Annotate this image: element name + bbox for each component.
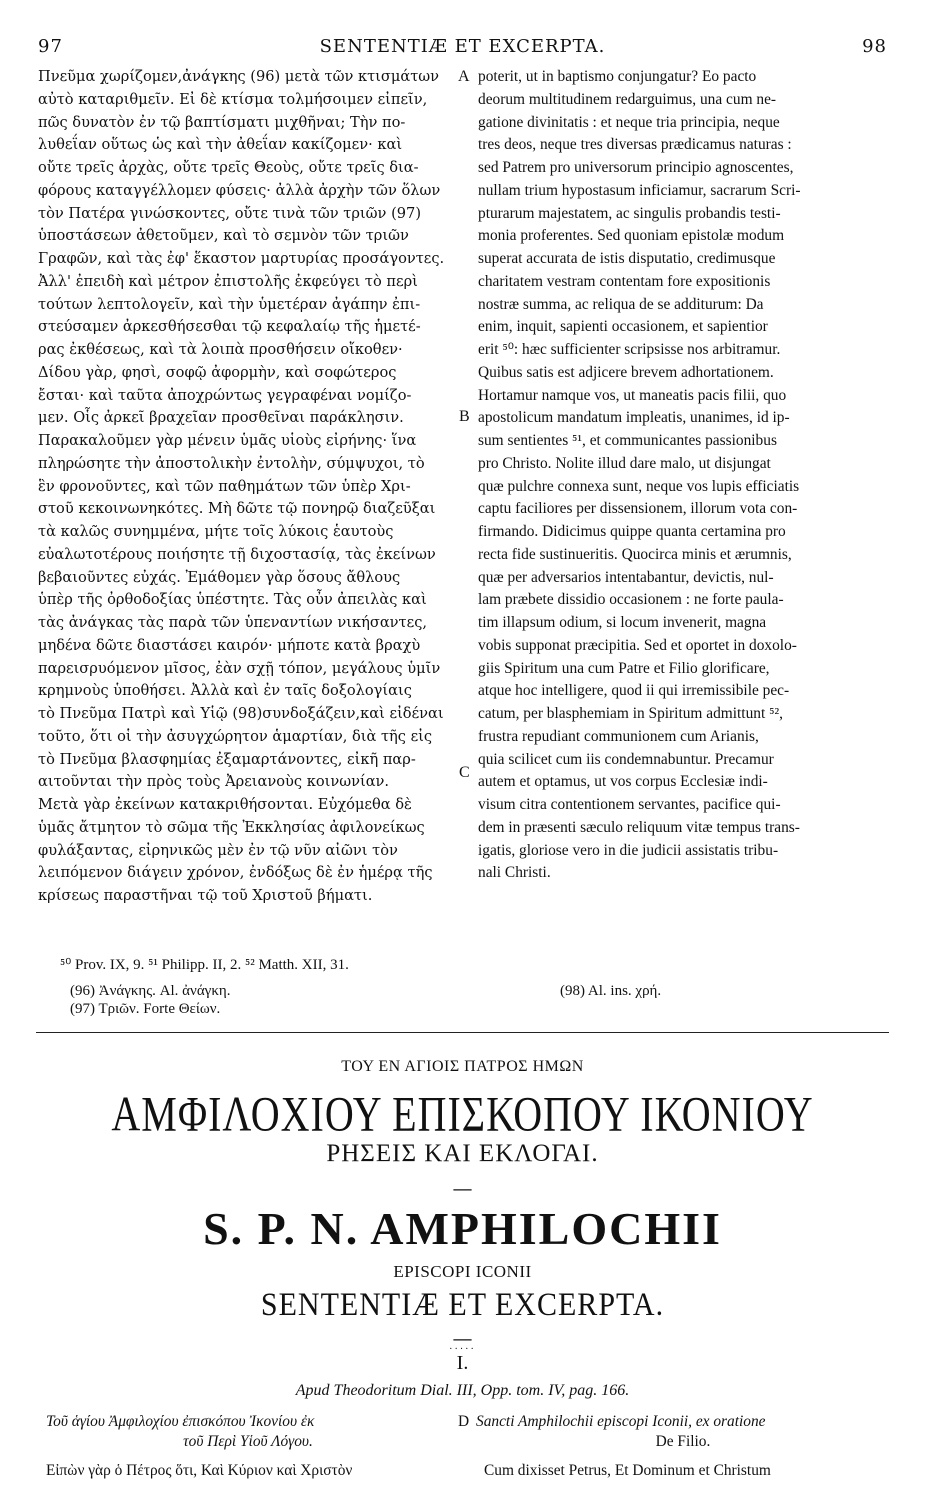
text-line: autem et optamus, ut vos corpus Ecclesiæ indi- [478, 773, 768, 791]
text-line: οὔτε τρεῖς ἀρχὰς, οὔτε τρεῖς Θεοὺς, οὔτε τρεῖς δια- [38, 159, 419, 176]
running-title: SENTENTIÆ ET EXCERPTA. [319, 36, 606, 57]
greek-heading-line2: τοῦ Περὶ Υἱοῦ Λόγου. [183, 1433, 313, 1450]
text-line: captu faciliores per dissensionem, illorum vota con- [478, 500, 798, 518]
text-line: erit ⁵⁰: hæc sufficienter scripsisse nos arbitramur. [478, 341, 781, 358]
critical-note-right: (98) Al. ins. χρή. [560, 983, 662, 999]
text-line: ὑπὲρ τῆς ὀρθοδοξίας ὑπέστητε. Τὰς οὖν ἀπειλὰς καὶ [38, 591, 427, 609]
text-line: lam præbete dissidio occasionem : ne forte paula- [478, 591, 784, 609]
text-line: ἔσται· καὶ ταῦτα ἀποχρώντως γεγραφέναι νομίζο- [38, 386, 412, 404]
text-line: visum citra contentionem servantes, pacifice qui- [478, 796, 781, 813]
text-line: λειπόμενον διάγειν χρόνον, ἐνδόξως δὲ ἐν ἡμέρᾳ τῆς [38, 864, 433, 882]
text-line: vobis supponat præcipitia. Sed et oportet in doxolo- [478, 636, 797, 654]
ornament-dots: ····· [449, 1344, 476, 1355]
text-line: τὰ καλῶς συνημμένα, μήτε τοῖς λύκοις ἑαυτοὺς [38, 523, 394, 540]
text-line: giis Spiritum una cum Patre et Filio glorificare, [478, 659, 770, 677]
text-line: apostolicum mandatum impleatis, unanimes, id ip- [478, 409, 790, 427]
text-line: enim, inquit, sapienti occasionem, et sapientior [478, 318, 768, 336]
text-line: Πνεῦμα χωρίζομεν,ἀνάγκης (96) μετὰ τῶν κτισμάτων [38, 68, 440, 85]
text-line: Δίδου γὰρ, φησὶ, σοφῷ ἀφορμὴν, καὶ σοφώτερος [38, 363, 397, 381]
text-line: pro Christo. Nolite illud dare malo, ut disjungat [478, 454, 771, 472]
text-line: atque hoc intelligere, quod ii qui irremissibile pec- [478, 682, 790, 700]
text-line: βεβαιοῦντες εὐχάς. Ἐμάθομεν γὰρ ὅσους ἄθλους [38, 568, 401, 586]
greek-main-title: ΑΜΦΙΛΟΧΙΟΥ ΕΠΙΣΚΟΠΟΥ ΙΚΟΝΙΟΥ [111, 1085, 814, 1142]
text-line: Quibus satis est adjicere brevem adhortationem. [478, 363, 774, 381]
greek-text-start: Εἰπὼν γὰρ ὁ Πέτρος ὅτι, Καὶ Κύριον καὶ Χριστὸν [46, 1462, 353, 1479]
text-line: Hortamur namque vos, ut maneatis pacis filii, quo [478, 386, 787, 404]
text-line: deorum multitudinem redarguimus, una cum ne- [478, 90, 777, 108]
text-line: παρεισρυόμενον μῖσος, ἐὰν σχῇ τόπον, μεγάλους ὑμῖν [38, 659, 441, 677]
margin-marker-d: D [458, 1413, 470, 1430]
latin-subtitle: SENTENTIÆ ET EXCERPTA. [260, 1286, 665, 1323]
critical-note: (97) Τριῶν. Forte Θείων. [70, 1001, 221, 1017]
text-line: στεύσαμεν ἀρκεσθήσεσθαι τῷ κεφαλαίῳ τῆς ἡμετέ- [38, 318, 421, 336]
text-line: Ἀλλ' ἐπειδὴ καὶ μέτρον ἐπιστολῆς ἐκφεύγει τὸ περὶ [38, 272, 418, 290]
text-line: Παρακαλοῦμεν γὰρ μένειν ὑμᾶς υἱοὺς εἰρήνης· ἵνα [38, 432, 417, 449]
text-line: nostræ summa, ac reliqua de se additurum: Da [478, 295, 764, 313]
title-dash: — [453, 1328, 472, 1348]
text-line: firmando. Didicimus quippe quanta certamina pro [478, 523, 786, 540]
text-line: quia scilicet cum iis condemnabuntur. Precamur [478, 750, 774, 768]
text-line: μεν. Οἷς ἀρκεῖ βραχεῖαν προσθεῖναι παράκλησιν. [38, 409, 404, 427]
page-number-right: 98 [862, 36, 887, 57]
latin-main-title: S. P. N. AMPHILOCHII [203, 1203, 722, 1254]
title-dash: — [453, 1178, 472, 1198]
text-line: sed Patrem pro universorum principio agnoscentes, [478, 159, 794, 176]
critical-notes-left [70, 982, 230, 1018]
text-line: quæ pulchre connexa sunt, neque vos lupis efficiatis [478, 477, 800, 495]
text-line: catum, per blasphemiam in Spiritum admittunt ⁵², [478, 705, 783, 722]
text-line: nullam trium hypostasum inficiamur, sacrarum Scri- [478, 181, 801, 199]
text-line: τὸν Πατέρα γινώσκοντες, οὔτε τινὰ τῶν τριῶν (97) [38, 204, 422, 222]
text-line: frustra repudiant communionem cum Arianis, [478, 727, 759, 745]
running-header [38, 36, 887, 58]
greek-subtitle: ΡΗΣΕΙΣ ΚΑΙ ΕΚΛΟΓΑΙ. [326, 1140, 599, 1167]
text-line: εὐαλωτοτέρους ποιήσητε τῇ διχοστασίᾳ, τὰς ἐκείνων [38, 545, 436, 563]
scripture-footnotes: ⁵⁰ Prov. IX, 9. ⁵¹ Philipp. II, 2. ⁵² Matth. XII, 31. [60, 957, 349, 973]
text-line: στοῦ κεκοινωνηκότες. Μὴ δῶτε τῷ πονηρῷ διαζεῦξαι [38, 500, 436, 518]
text-line: nali Christi. [478, 864, 551, 882]
latin-column [478, 66, 890, 885]
text-line: λυθεΐαν οὕτως ὡς καὶ τὴν ἀθεΐαν κακίζομεν· καὶ [38, 136, 403, 154]
section-number: I. [456, 1352, 469, 1374]
source-citation: Apud Theodoritum Dial. III, Opp. tom. IV, pag. 166. [295, 1382, 630, 1399]
text-line: πῶς δυνατὸν ἐν τῷ βαπτίσματι μιχθῆναι; Τὴν πο- [38, 113, 406, 131]
text-line: pturarum majestatem, ac singulis probandis testi- [478, 204, 781, 222]
greek-superscription: ΤΟΥ ΕΝ ΑΓΙΟΙΣ ΠΑΤΡΟΣ ΗΜΩΝ [341, 1058, 584, 1075]
text-line: Μετὰ γὰρ ἐκείνων κατακριθήσονται. Εὐχόμεθα δὲ [38, 796, 412, 813]
text-line: quæ per adversarios intentabantur, devictis, nul- [478, 568, 774, 586]
text-line: ὑποστάσεων ἀθετοῦμεν, καὶ τὸ σεμνὸν τῶν τριῶν [38, 227, 409, 245]
section-divider [36, 1032, 889, 1033]
greek-heading-line1: Τοῦ ἁγίου Ἀμφιλοχίου ἐπισκόπου Ἰκονίου ἐκ [46, 1413, 315, 1430]
text-line: φυλάξαντας, εἰρηνικῶς μὲν ἐν τῷ νῦν αἰῶνι τὸν [38, 841, 398, 859]
text-line: αὐτὸ καταριθμεῖν. Εἰ δὲ κτίσμα τολμήσοιμεν εἰπεῖν, [38, 90, 428, 108]
text-line: superat accurata de istis disputatio, credimusque [478, 250, 776, 267]
text-line: τοῦτο, ὅτι οἱ τὴν ἀσυγχώρητον ἁμαρτίαν, διὰ τῆς εἰς [38, 727, 433, 745]
text-line: φόρους καταγγέλλομεν φύσεις· ἀλλὰ ἀρχὴν τῶν ὅλων [38, 181, 441, 199]
text-line: τούτων λεπτολογεῖν, καὶ τὴν ὑμετέραν ἀγάπην ἐπι- [38, 295, 421, 313]
text-line: sum sentientes ⁵¹, et communicantes passionibus [478, 432, 777, 449]
text-line: recta fide sustinueritis. Quocirca minis et ærumnis, [478, 545, 792, 563]
latin-episcopi: EPISCOPI ICONII [393, 1262, 532, 1281]
text-line: igatis, gloriose vero in die judicii assistatis tribu- [478, 841, 779, 859]
text-line: τὸ Πνεῦμα Πατρὶ καὶ Υἱῷ (98)συνδοξάζειν,καὶ εἰδέναι [38, 705, 444, 722]
text-line: gatione divinitatis : et neque tria principia, neque [478, 113, 780, 131]
margin-marker-b: B [459, 408, 470, 425]
text-line: dem in præsenti sæculo reliquum vitæ tempus trans- [478, 818, 800, 836]
page-number-left: 97 [38, 36, 63, 57]
text-line: πληρώσητε τὴν ἀποστολικὴν ἐντολὴν, σύμψυχοι, τὸ [38, 454, 425, 472]
margin-marker-c: C [459, 764, 470, 781]
text-line: κρημνοὺς ὑποθήσει. Ἀλλὰ καὶ ἐν ταῖς δοξολογίαις [38, 682, 412, 700]
latin-text-start: Cum dixisset Petrus, Et Dominum et Christum [484, 1462, 771, 1479]
text-line: Γραφῶν, καὶ τὰς ἐφ' ἕκαστον μαρτυρίας προσάγοντες. [38, 250, 445, 267]
text-line: charitatem vestram contentam fore expositionis [478, 272, 771, 290]
text-line: tim illapsum odium, si locum invenerit, magna [478, 614, 767, 631]
text-line: monia proferentes. Sed quoniam epistolæ modum [478, 227, 785, 245]
text-line: ἓν φρονοῦντες, καὶ τῶν παθημάτων τῶν ὑπὲρ Χρι- [38, 477, 411, 495]
latin-heading-line2: De Filio. [655, 1433, 711, 1450]
text-line: tres deos, neque tres diversas prædicamus naturas : [478, 136, 792, 154]
text-line: ὑμᾶς ἄτμητον τὸ σῶμα τῆς Ἐκκλησίας ἀφιλονείκως [38, 818, 425, 836]
text-line: κρίσεως παραστῆναι τῷ τοῦ Χριστοῦ βήματι. [38, 887, 373, 904]
text-line: μηδένα δῶτε διαστάσει καιρόν· μήποτε κατὰ βραχὺ [38, 636, 421, 654]
text-line: ρας ἐκθέσεως, καὶ τὰ λοιπὰ προσθήσειν οἴκοθεν· [38, 341, 403, 358]
greek-column [38, 66, 456, 908]
text-line: τὰς ἀνάγκας τὰς παρὰ τῶν ὑπεναντίων νικήσαντες, [38, 614, 428, 631]
margin-marker-a: A [458, 68, 470, 85]
latin-heading-line1: Sancti Amphilochii episcopi Iconii, ex oratione [476, 1413, 766, 1430]
text-line: αιτοῦνται τὴν πρὸς τοὺς Ἀρειανοὺς κοινωνίαν. [38, 773, 390, 791]
text-line: poterit, ut in baptismo conjungatur? Eo pacto [478, 68, 757, 85]
critical-note: (96) Ἀνάγκης. Al. ἀνάγκη. [70, 983, 231, 999]
text-line: τὸ Πνεῦμα βλασφημίας ἐξαμαρτάνοντες, εἰκῆ παρ- [38, 750, 416, 768]
